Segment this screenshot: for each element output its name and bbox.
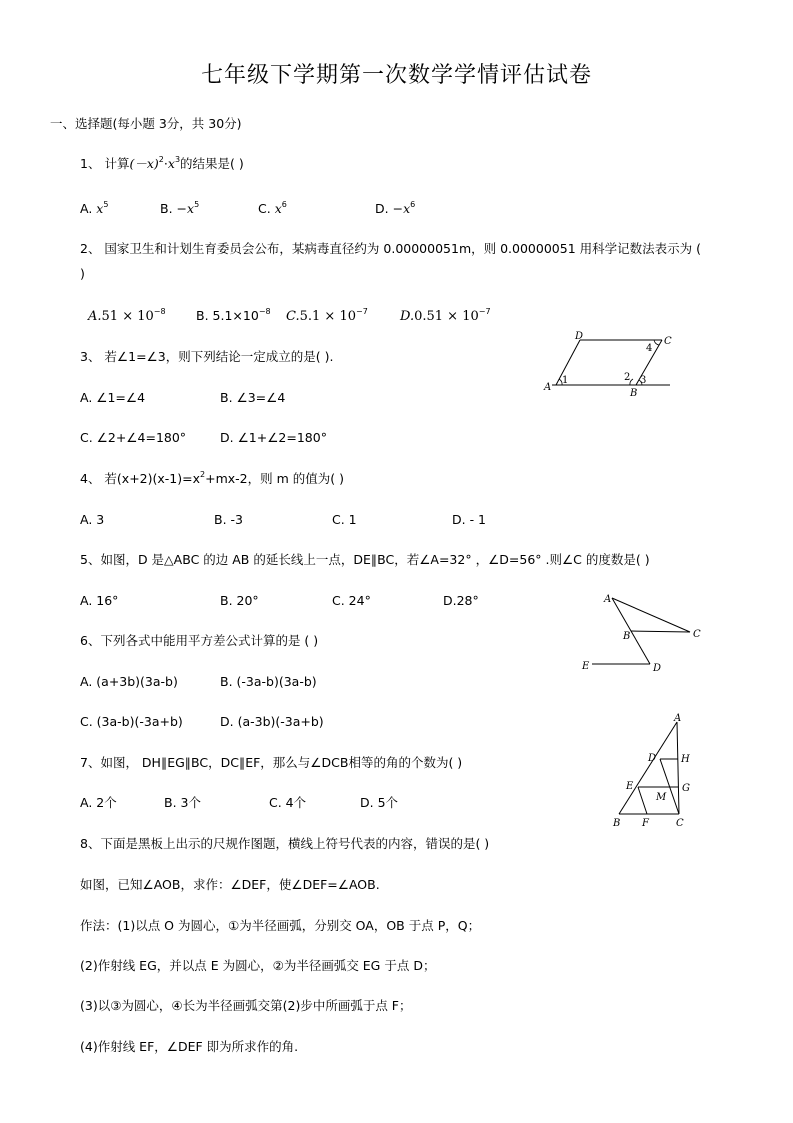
q7-option-d: D. 5个 (360, 795, 399, 810)
q1-expr-x2: x (167, 156, 175, 171)
label-a: A (544, 382, 552, 393)
label-h: H (681, 754, 690, 765)
q8-line-1: 如图，已知∠AOB，求作：∠DEF，使∠DEF=∠AOB. (80, 877, 380, 892)
option-mantissa: 51 × 10 (101, 309, 154, 324)
label-e: E (626, 781, 634, 792)
q5-option-b: B. 20° (220, 593, 259, 608)
label-d: D (653, 663, 662, 674)
q8-line-3: (2)作射线 EG，并以点 E 为圆心，②为半径画弧交 EG 于点 D； (80, 958, 436, 973)
option-mantissa: 5.1 × 10 (299, 309, 356, 324)
label-d: D (648, 753, 657, 764)
q3-option-b: B. ∠3=∠4 (220, 390, 286, 405)
q7-option-b: B. 3个 (164, 795, 201, 810)
option-exp: −7 (478, 307, 491, 316)
label-4: 4 (646, 343, 653, 354)
q3-parallelogram-figure (540, 330, 680, 400)
angle-4-arc (654, 340, 659, 345)
q8-line-5: (4)作射线 EF，∠DEF 即为所求作的角. (80, 1039, 299, 1054)
question-4-stem (80, 471, 344, 487)
q2-option-c (286, 308, 368, 325)
question-2-stem-cont: ) (80, 266, 85, 281)
side-ac (677, 722, 679, 814)
q6-option-d: D. (a-3b)(-3a+b) (220, 714, 324, 729)
label-1: 1 (562, 375, 569, 386)
label-c: C (676, 818, 684, 829)
question-7-stem: 7、如图， DH∥EG∥BC，DC∥EF，那么与∠DCB相等的角的个数为( ) (80, 755, 463, 770)
question-3-stem: 3、 若∠1=∠3，则下列结论一定成立的是( ). (80, 349, 334, 364)
q6-option-a: A. (a+3b)(3a-b) (80, 674, 178, 689)
question-6-stem: 6、下列各式中能用平方差公式计算的是 ( ) (80, 633, 319, 648)
q4-option-d: D. - 1 (452, 512, 487, 527)
angle-2-arc (630, 379, 633, 385)
segment-ef (638, 787, 647, 814)
q5-option-c: C. 24° (332, 593, 371, 608)
option-mantissa: 5.1×10 (212, 308, 259, 323)
q3-option-d: D. ∠1+∠2=180° (220, 430, 327, 445)
q5-triangle-figure (578, 590, 708, 675)
label-b: B (623, 631, 631, 642)
q5-option-a: A. 16° (80, 593, 119, 608)
page-title: 七年级下学期第一次数学学情评估试卷 (200, 63, 592, 88)
label-a: A (604, 594, 612, 605)
q4-exp: 2 (200, 470, 206, 479)
q1-option-d (375, 201, 415, 217)
q7-option-a: A. 2个 (80, 795, 117, 810)
q1-exp2: 3 (174, 155, 181, 164)
option-exp: 5 (194, 200, 200, 209)
q2-option-b (196, 308, 271, 324)
option-label: A. (88, 309, 102, 324)
option-label: A. (80, 201, 93, 216)
q1-expr-open: (－ (129, 156, 147, 171)
option-base: x (96, 201, 104, 216)
option-label: B. (196, 308, 209, 323)
label-a: A (674, 713, 682, 724)
option-label: B. (160, 201, 173, 216)
q1-option-c (258, 201, 287, 217)
q4-stem-a: 4、 若(x+2)(x-1)=x (80, 471, 200, 486)
label-2: 2 (624, 372, 631, 383)
side-bc (631, 631, 690, 632)
q1-option-b (160, 201, 199, 217)
label-d: D (575, 331, 584, 342)
label-g: G (682, 783, 690, 794)
question-2-stem: 2、 国家卫生和计划生育委员会公布，某病毒直径约为 0.00000051m，则 0.00000051 用科学记数法表示为 ( (80, 241, 701, 256)
label-c: C (693, 629, 701, 640)
q4-option-a: A. 3 (80, 512, 105, 527)
question-8-stem: 8、下面是黑板上出示的尺规作图题，横线上符号代表的内容，错误的是( ) (80, 836, 490, 851)
q1-prefix: 计算 (104, 156, 130, 171)
option-exp: −8 (258, 307, 271, 316)
question-number: 1、 (80, 156, 101, 171)
q3-option-c: C. ∠2+∠4=180° (80, 430, 187, 445)
option-base: −x (176, 201, 195, 216)
q8-line-2: 作法：(1)以点 O 为圆心，①为半径画弧，分别交 OA，OB 于点 P，Q； (80, 918, 481, 933)
q6-option-c: C. (3a-b)(-3a+b) (80, 714, 183, 729)
question-1-stem (80, 156, 244, 172)
q1-expr-close: ) (153, 156, 159, 171)
label-3: 3 (640, 375, 647, 386)
q3-option-a: A. ∠1=∠4 (80, 390, 146, 405)
q2-option-a (88, 308, 166, 325)
side-ac (612, 598, 690, 632)
label-e: E (582, 661, 590, 672)
option-mantissa: 0.51 × 10 (414, 309, 479, 324)
option-label: C. (286, 309, 300, 324)
option-exp: −7 (356, 307, 368, 316)
q4-stem-b: +mx-2，则 m 的值为( ) (205, 471, 344, 486)
q2-option-d (400, 308, 491, 325)
q7-parallel-lines-figure (605, 710, 715, 830)
q6-option-b: B. (-3a-b)(3a-b) (220, 674, 317, 689)
label-b: B (613, 818, 621, 829)
label-f: F (642, 818, 649, 829)
q8-line-4: (3)以③为圆心，④长为半径画弧交第(2)步中所画弧于点 F； (80, 998, 412, 1013)
q7-option-c: C. 4个 (269, 795, 307, 810)
option-label: C. (258, 201, 271, 216)
option-exp: 6 (410, 200, 416, 209)
label-m: M (656, 792, 667, 803)
option-exp: −8 (153, 307, 166, 316)
q1-exp1: 2 (158, 155, 164, 164)
q4-option-c: C. 1 (332, 512, 357, 527)
q1-expr-x: x (146, 156, 154, 171)
label-b: B (630, 388, 638, 399)
option-base: x (274, 201, 282, 216)
option-label: D. (400, 309, 415, 324)
question-5-stem: 5、如图，D 是△ABC 的边 AB 的延长线上一点，DE∥BC，若∠A=32° ，∠D=56° .则∠C 的度数是( ) (80, 552, 650, 567)
q1-suffix: 的结果是( ) (180, 156, 244, 171)
label-c: C (664, 336, 672, 347)
q1-option-a (80, 201, 108, 217)
option-label: D. (375, 201, 389, 216)
option-exp: 5 (103, 200, 109, 209)
option-exp: 6 (281, 200, 287, 209)
q4-option-b: B. -3 (214, 512, 243, 527)
side-ab (619, 722, 677, 814)
option-base: −x (392, 201, 411, 216)
q5-option-d: D.28° (443, 593, 479, 608)
q1-dot: · (163, 156, 168, 171)
section-heading: 一、选择题(每小题 3分，共 30分) (50, 116, 242, 131)
